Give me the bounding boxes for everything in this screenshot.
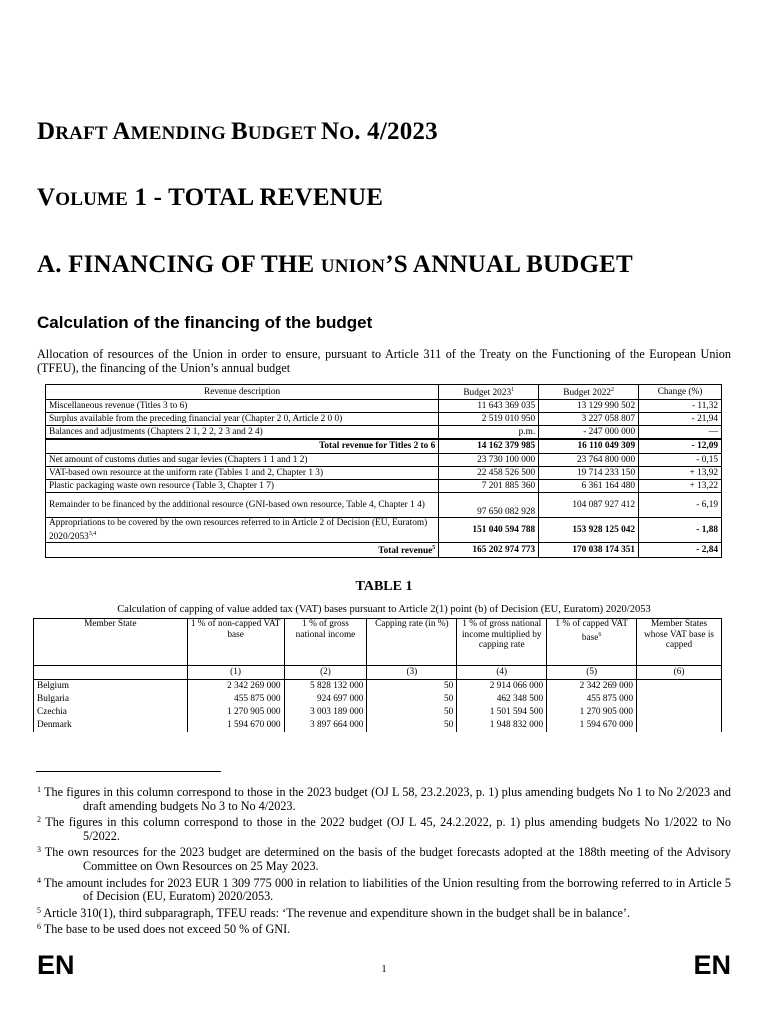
column-number-row: (1) (2) (3) (4) (5) (6) (34, 666, 722, 680)
section-a-title: A. FINANCING OF THE UNION’S ANNUAL BUDGET (37, 251, 633, 278)
table-row: Belgium 2 342 269 000 5 828 132 000 50 2 914 066 000 2 342 269 000 (34, 680, 722, 694)
intro-paragraph: Allocation of resources of the Union in order to ensure, pursuant to Article 311 of the Treaty on the Functioning of the European Union (TFEU), the financing of the Union’s annual budget (37, 347, 731, 375)
header-change: Change (%) (639, 385, 722, 400)
revenue-table-header (46, 385, 722, 400)
header-budget-2022: Budget 2022$^2$ (539, 385, 639, 400)
page-number: 1 (381, 963, 387, 975)
table1-header (34, 619, 722, 666)
table-row: Czechia 1 270 905 000 3 003 189 000 50 1 501 594 500 1 270 905 000 (34, 706, 722, 719)
table-row: Remainder to be financed by the additional resource (GNI-based own resource, Table 4, Chapter 1 4) 97 650 082 928 104 087 927 412 - 6,19 (46, 493, 722, 518)
footnote-2: $^2$ The figures in this column correspond to those in the 2022 budget (OJ L 45, 24.2.2022, p. 1) plus amending budgets No 1/2022 to No 5/2022. (37, 815, 732, 843)
footnote-4: $^4$ The amount includes for 2023 EUR 1 309 775 000 in relation to liabilities of the Union resulting from the borrowing referred to in Article 5 of Decision (EU, Euratom) 2020/2053. (37, 875, 731, 904)
table-row: Miscellaneous revenue (Titles 3 to 6) 11 643 369 035 13 129 990 502 - 11,32 (46, 400, 722, 413)
vat-capping-table (33, 618, 722, 732)
table1-title: TABLE 1 (355, 579, 413, 594)
table-row: Plastic packaging waste own resource (Table 3, Chapter 1 7) 7 201 885 360 6 361 164 480 + 13,22 (46, 480, 722, 493)
table-row: VAT-based own resource at the uniform rate (Tables 1 and 2, Chapter 1 3) 22 458 526 500 19 714 233 150 + 13,92 (46, 467, 722, 480)
header-member-state: Member State (34, 619, 188, 666)
footnote-1: $^1$ The figures in this column correspond to those in the 2023 budget (OJ L 58, 23.2.2023, p. 1) plus amending budgets No 1 to No 2/2023 and draft amending budgets No 3 to No 4/2023. (37, 785, 731, 813)
table1-caption: Calculation of capping of value added tax (VAT) bases pursuant to Article 2(1) point (b) of Decision (EU, Euratom) 2020/2053 (117, 604, 651, 615)
total-revenue-row: Total revenue$^5$ 165 202 974 773 170 038 174 351 - 2,84 (46, 543, 722, 558)
language-code-left: EN (37, 950, 75, 980)
subtotal-row: Total revenue for Titles 2 to 6 14 162 379 985 16 110 049 309 - 12,09 (46, 439, 722, 454)
table-row: Denmark 1 594 670 000 3 897 664 000 50 1 948 832 000 1 594 670 000 (34, 719, 722, 732)
language-code-right: EN (693, 950, 731, 980)
header-capped-vat: 1 % of capped VAT base$^6$ (547, 619, 637, 666)
section-heading: Calculation of the financing of the budget (37, 313, 373, 332)
header-capped-states: Member States whose VAT base is capped (637, 619, 722, 666)
appropriations-row: Appropriations to be covered by the own resources referred to in Article 2 of Decision (EU, Euratom) 2020/2053$^{3,4}$ 151 040 594 788 153 928 125 042 - 1,88 (46, 518, 722, 543)
header-capping-rate: Capping rate (in %) (367, 619, 457, 666)
revenue-table (45, 384, 722, 558)
table-row: Net amount of customs duties and sugar levies (Chapters 1 1 and 1 2) 23 730 100 000 23 764 800 000 - 0,15 (46, 454, 722, 467)
footnote-3: $^3$ The own resources for the 2023 budget are determined on the basis of the budget forecasts adopted at the 188th meeting of the Advisory Committee on Own Resources on 25 May 2023. (37, 845, 731, 873)
header-non-capped-vat: 1 % of non-capped VAT base (187, 619, 284, 666)
header-gni: 1 % of gross national income (284, 619, 367, 666)
table-row: Surplus available from the preceding financial year (Chapter 2 0, Article 2 0 0) 2 519 010 950 3 227 058 807 - 21,94 (46, 413, 722, 426)
footnote-separator (36, 771, 221, 772)
footnote-5: $^5$ Article 310(1), third subparagraph, TFEU reads: ‘The revenue and expenditure shown in the budget shall be in balance’. (37, 905, 630, 920)
document-title: DRAFT AMENDING BUDGET NO. 4/2023 (37, 118, 438, 145)
table-row: Bulgaria 455 875 000 924 697 000 50 462 348 500 455 875 000 (34, 693, 722, 706)
footnotes (37, 783, 731, 937)
header-gni-capped: 1 % of gross national income multiplied by capping rate (457, 619, 547, 666)
volume-title: VOLUME 1 - TOTAL REVENUE (37, 184, 384, 211)
header-budget-2023: Budget 2023$^1$ (439, 385, 539, 400)
header-revenue-description: Revenue description (46, 385, 439, 400)
table-row: Balances and adjustments (Chapters 2 1, 2 2, 2 3 and 2 4) p.m. - 247 000 000 — (46, 426, 722, 439)
footnote-6: $^6$ The base to be used does not exceed 50 % of GNI. (37, 922, 291, 937)
